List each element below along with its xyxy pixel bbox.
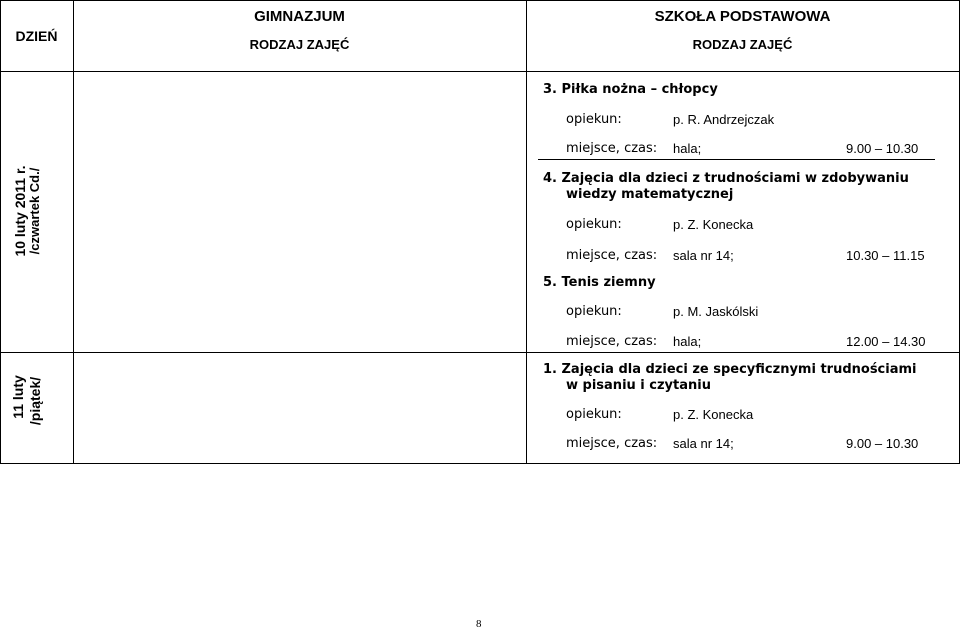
supervisor-label: opiekun: <box>566 217 622 232</box>
place-value: hala; <box>673 334 702 349</box>
header-primary-school: SZKOŁA PODSTAWOWA <box>654 8 831 25</box>
table-top-border <box>0 0 960 1</box>
activity-separator <box>538 159 935 160</box>
supervisor-name: p. Z. Konecka <box>673 217 754 232</box>
place-value: sala nr 14; <box>673 436 734 451</box>
day-friday-weekday: /piątek/ <box>27 376 43 426</box>
row-divider <box>0 352 960 353</box>
place-value: sala nr 14; <box>673 248 734 263</box>
supervisor-name: p. R. Andrzejczak <box>673 112 775 127</box>
place-time-label: miejsce, czas: <box>566 436 658 451</box>
activity-title: 5. Tenis ziemny <box>543 275 656 290</box>
supervisor-name: p. M. Jaskólski <box>673 304 759 319</box>
place-time-label: miejsce, czas: <box>566 334 658 349</box>
place-time-label: miejsce, czas: <box>566 248 658 263</box>
supervisor-label: opiekun: <box>566 304 622 319</box>
supervisor-label: opiekun: <box>566 112 622 127</box>
time-value: 12.00 – 14.30 <box>846 334 926 349</box>
time-value: 10.30 – 11.15 <box>846 248 925 263</box>
supervisor-label: opiekun: <box>566 407 622 422</box>
day-column-border <box>73 0 74 464</box>
middle-column-border <box>526 0 527 464</box>
time-value: 9.00 – 10.30 <box>846 141 919 156</box>
activity-title: 4. Zajęcia dla dzieci z trudnościami w zdobywaniu <box>543 171 909 186</box>
supervisor-name: p. Z. Konecka <box>673 407 754 422</box>
header-gymnasium-subtitle: RODZAJ ZAJĘĆ <box>249 37 350 52</box>
header-bottom-border <box>0 71 960 72</box>
activity-title: 3. Piłka nożna – chłopcy <box>543 82 718 97</box>
page-number: 8 <box>476 618 482 630</box>
day-friday-date: 11 luty <box>10 375 26 419</box>
day-thursday-date: 10 luty 2011 r. <box>12 165 28 257</box>
day-thursday-weekday: /czwartek Cd./ <box>27 167 42 255</box>
activity-title: 1. Zajęcia dla dzieci ze specyficznymi trudnościami <box>543 362 917 377</box>
place-value: hala; <box>673 141 702 156</box>
table-left-border <box>0 0 1 464</box>
header-primary-school-subtitle: RODZAJ ZAJĘĆ <box>692 37 793 52</box>
place-time-label: miejsce, czas: <box>566 141 658 156</box>
activity-title-continued: w pisaniu i czytaniu <box>566 378 711 393</box>
table-bottom-border <box>0 463 960 464</box>
activity-title-continued: wiedzy matematycznej <box>566 187 734 202</box>
header-gymnasium: GIMNAZJUM <box>254 8 345 25</box>
header-day: DZIEŃ <box>15 28 58 44</box>
time-value: 9.00 – 10.30 <box>846 436 919 451</box>
